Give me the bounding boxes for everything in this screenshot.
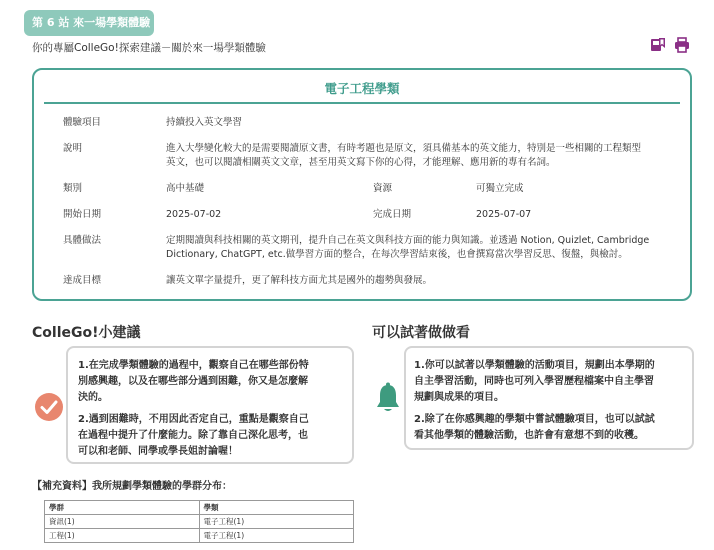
start-date-label: 開始日期 <box>63 209 102 220</box>
bell-icon <box>374 382 402 414</box>
method-label: 具體做法 <box>63 235 102 246</box>
advice-paragraph <box>78 358 344 406</box>
try-line: 規劃與成果的項目。 <box>414 392 504 403</box>
bookmark-icon[interactable] <box>650 37 666 53</box>
row-method <box>63 234 670 264</box>
start-date-value: 2025-07-02 <box>166 209 222 220</box>
card-title: 電子工程學類 <box>44 74 680 104</box>
table-cell: 電子工程(1) <box>199 515 354 529</box>
try-line: 2.除了在你感興趣的學類中嘗試體驗項目，也可以試試 <box>414 414 655 425</box>
top-actions <box>650 37 690 53</box>
try-box <box>404 346 694 450</box>
advice-line: 1.在完成學類體驗的過程中，觀察自己在哪些部份特 <box>78 360 309 371</box>
try-line: 1.你可以試著以學類體驗的活動項目，規劃出本學期的 <box>414 360 655 371</box>
goal-label: 達成目標 <box>63 275 102 286</box>
description-line: 英文，也可以閱讀相關英文文章，甚至用英文寫下你的心得，才能理解、應用新的專有名詞。 <box>166 157 556 168</box>
table-cell: 資訊(1) <box>45 515 200 529</box>
print-icon[interactable] <box>674 37 690 53</box>
subject-card <box>32 68 692 301</box>
goal-value: 讓英文單字量提升，更了解科技方面尤其是國外的趨勢與發展。 <box>166 275 433 286</box>
description-value <box>166 142 670 170</box>
table-row <box>45 515 354 529</box>
table-row <box>45 529 354 543</box>
distribution-table <box>44 500 354 543</box>
category-label: 類別 <box>63 183 83 194</box>
check-circle-icon <box>34 392 64 422</box>
table-header-cell: 學群 <box>45 501 200 515</box>
advice-line: 可以和老師、同學或學長姐討論喔！ <box>78 446 238 457</box>
item-label: 體驗項目 <box>63 117 102 128</box>
table-cell: 電子工程(1) <box>199 529 354 543</box>
try-line: 看其他學類的體驗活動，也許會有意想不到的收穫。 <box>414 430 644 441</box>
table-cell: 工程(1) <box>45 529 200 543</box>
end-date-label: 完成日期 <box>373 209 412 220</box>
advice-line: 2.遇到困難時，不用因此否定自己，重點是觀察自己 <box>78 414 309 425</box>
row-description <box>63 142 670 172</box>
advice-paragraph <box>78 412 344 460</box>
supplement-title: 【補充資料】我所規劃學類體驗的學群分布： <box>32 481 232 492</box>
try-paragraph <box>414 412 684 444</box>
advice-line: 別感興趣，以及在哪些部分遇到困難，你又是怎麼解 <box>78 376 308 387</box>
end-date-value: 2025-07-07 <box>476 209 532 220</box>
resource-value: 可獨立完成 <box>476 183 524 194</box>
resource-label: 資源 <box>373 183 393 194</box>
table-header-row <box>45 501 354 515</box>
description-line: 進入大學變化較大的是需要閱讀原文書，有時考題也是原文，須具備基本的英文能力，特別是一些相關的工程類型 <box>166 143 642 154</box>
stage-tag: 第 6 站 來一場學類體驗 <box>24 10 154 36</box>
advice-line: 在過程中提升了什麼能力。除了靠自己深化思考，也 <box>78 430 308 441</box>
description-label: 說明 <box>63 143 83 154</box>
advice-line: 決的。 <box>78 392 108 403</box>
item-value: 持續投入英文學習 <box>166 117 243 128</box>
advice-title: ColleGo!小建議 <box>32 325 141 341</box>
advice-box <box>66 346 354 464</box>
method-line: 定期閱讀與科技相關的英文期刊，提升自己在英文與科技方面的能力與知識。並透過 Notion, Quizlet, Cambridge <box>166 235 650 246</box>
try-title: 可以試著做做看 <box>372 325 470 341</box>
try-paragraph <box>414 358 684 406</box>
method-line: Dictionary, ChatGPT, etc.做學習方面的整合，在每次學習結束後，也會撰寫當次學習反思、復盤，與檢討。 <box>166 249 628 260</box>
table-header-cell: 學類 <box>199 501 354 515</box>
try-line: 自主學習活動，同時也可列入學習歷程檔案中自主學習 <box>414 376 654 387</box>
page-subtitle: 你的專屬ColleGo!探索建議－關於來一場學類體驗 <box>32 42 266 54</box>
category-value: 高中基礎 <box>166 183 205 194</box>
method-value <box>166 234 670 262</box>
